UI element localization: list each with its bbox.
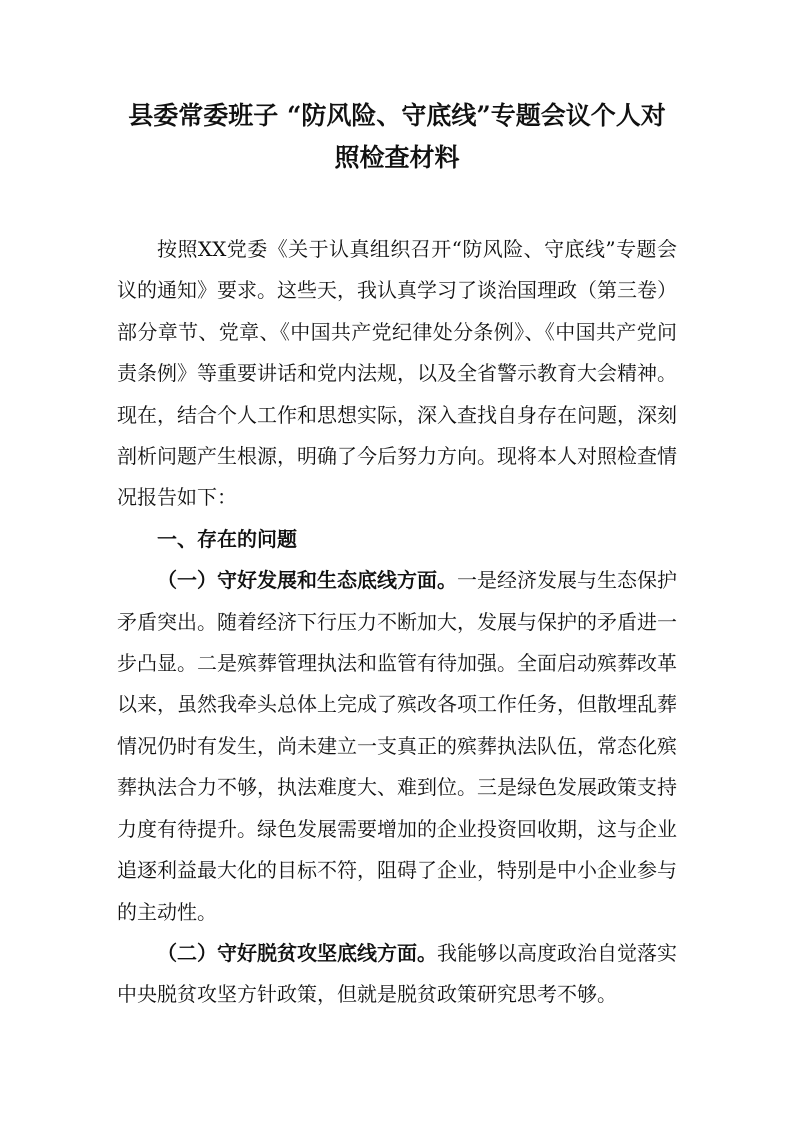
item-lead-development-ecology: （一）守好发展和生态底线方面。 xyxy=(157,568,457,593)
document-title-line-1: 县委常委班子 “防风险、守底线”专题会议个人对 xyxy=(128,101,666,130)
paragraph-poverty-alleviation xyxy=(117,933,677,1016)
paragraph-development-ecology xyxy=(117,560,677,933)
document-body xyxy=(117,229,677,1016)
document-title-line-2: 照检查材料 xyxy=(334,143,460,172)
item-body-poverty-alleviation: 我能够以高度政治自觉落实中央脱贫攻坚方针政策，但就是脱贫政策研究思考不够。 xyxy=(117,940,677,1007)
item-body-development-ecology: 一是经济发展与生态保护矛盾突出。随着经济下行压力不断加大，发展与保护的矛盾进一步凸显。二是殡葬管理执法和监管有待加强。全面启动殡葬改革以来，虽然我牵头总体上完成了殡改各项工作任务，但散埋乱葬情况仍时有发生，尚未建立一支真正的殡葬执法队伍，常态化殡葬执法合力不够，执法难度大、难到位。三是绿色发展政策支持力度有待提升。绿色发展需要增加的企业投资回收期，这与企业追逐利益最大化的目标不符，阻碍了企业，特别是中小企业参与的主动性。 xyxy=(117,568,677,924)
section-heading-problems: 一、存在的问题 xyxy=(157,526,297,551)
intro-paragraph: 按照XX党委《关于认真组织召开“防风险、守底线”专题会议的通知》要求。这些天，我认真学习了谈治国理政（第三卷）部分章节、党章、《中国共产党纪律处分条例》、《中国共产党问责条例》等重要讲话和党内法规，以及全省警示教育大会精神。现在，结合个人工作和思想实际，深入查找自身存在问题，深刻剖析问题产生根源，明确了今后努力方向。现将本人对照检查情况报告如下： xyxy=(117,237,677,510)
item-lead-poverty-alleviation: （二）守好脱贫攻坚底线方面。 xyxy=(157,940,437,965)
